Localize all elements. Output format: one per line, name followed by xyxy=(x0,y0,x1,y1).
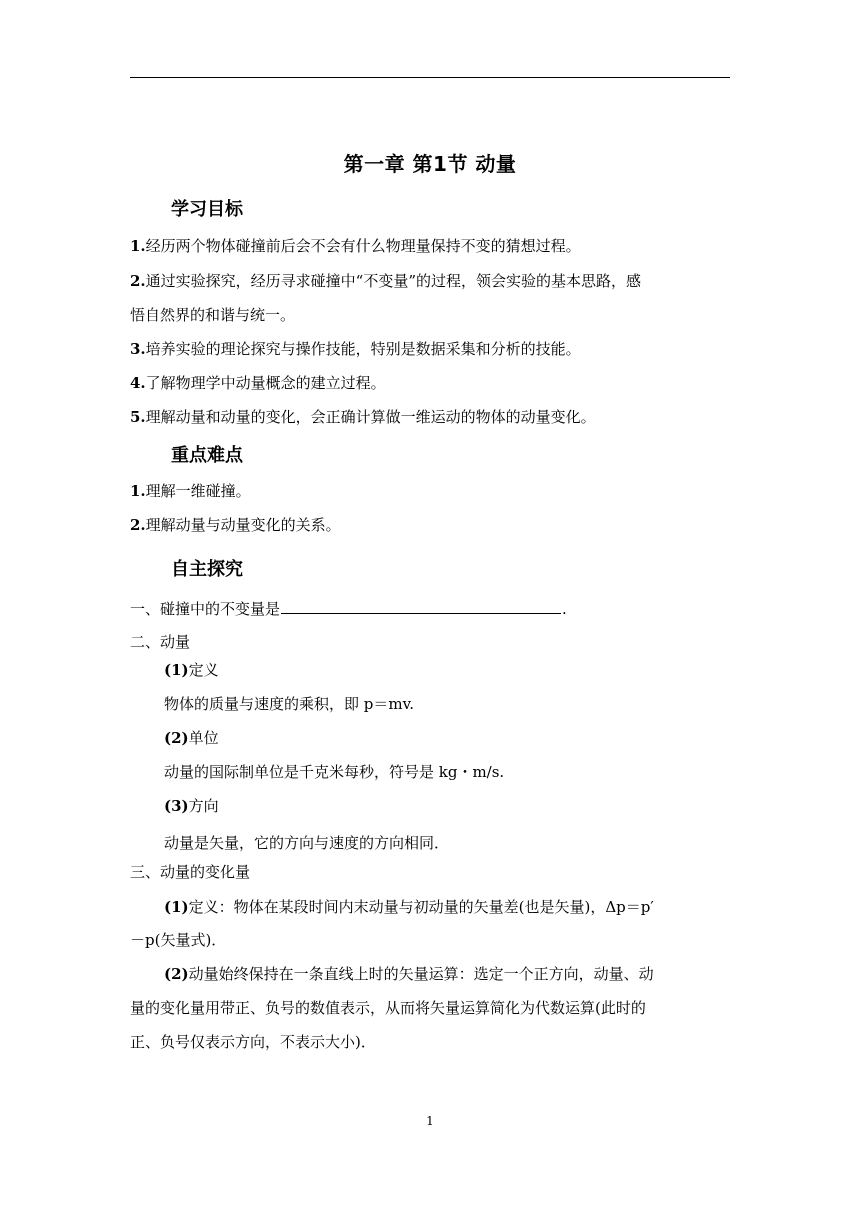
vector-operation-line: 量的变化量用带正、负号的数值表示，从而将矢量运算简化为代数运算(此时的 xyxy=(130,999,646,1017)
direction-text: 动量是矢量，它的方向与速度的方向相同． xyxy=(164,834,450,852)
unit-text: 动量的国际制单位是千克米每秒，符号是 kg・m/s. xyxy=(164,763,505,781)
header-rule xyxy=(130,77,730,78)
fill-in-blank[interactable] xyxy=(281,599,561,614)
paragraph-label: (1) xyxy=(164,898,189,916)
key-point-item xyxy=(130,480,251,501)
goal-text: 培养实验的理论探究与操作技能，特别是数据采集和分析的技能。 xyxy=(145,340,581,358)
paragraph-text: 定义：物体在某段时间内末动量与初动量的矢量差(也是矢量)，Δp＝p′ xyxy=(188,898,654,916)
change-definition-line: －p(矢量式)． xyxy=(130,931,227,949)
goal-num: 1. xyxy=(130,237,146,255)
vector-operation-line: 正、负号仅表示方向，不表示大小)． xyxy=(130,1033,376,1051)
goal-num: 3. xyxy=(130,340,146,358)
key-point-text: 理解一维碰撞。 xyxy=(145,482,251,500)
goal-text: 理解动量和动量的变化，会正确计算做一维运动的物体的动量变化。 xyxy=(145,408,596,426)
key-point-text: 理解动量与动量变化的关系。 xyxy=(145,516,341,534)
key-points-heading: 重点难点 xyxy=(171,445,243,466)
definition-text: 物体的质量与速度的乘积，即 p＝mv. xyxy=(164,695,415,713)
goal-text: 经历两个物体碰撞前后会不会有什么物理量保持不变的猜想过程。 xyxy=(145,237,581,255)
definition-subtitle xyxy=(164,659,219,680)
unit-subtitle xyxy=(164,727,219,748)
goal-item-continuation xyxy=(130,304,295,325)
goal-item xyxy=(130,372,386,393)
vector-operation-line xyxy=(164,963,654,984)
goal-text: 通过实验探究，经历寻求碰撞中“不变量”的过程，领会实验的基本思路，感 xyxy=(145,272,642,290)
goal-text: 悟自然界的和谐与统一。 xyxy=(130,306,296,324)
section-3-title: 三、动量的变化量 xyxy=(130,863,251,881)
direction-subtitle xyxy=(164,795,219,816)
goal-num: 4. xyxy=(130,374,146,392)
paragraph-label: (2) xyxy=(164,965,189,983)
section-1-suffix: . xyxy=(562,600,567,618)
goal-num: 5. xyxy=(130,408,146,426)
page-number: 1 xyxy=(426,1114,434,1128)
paragraph-text: 动量始终保持在一条直线上时的矢量运算：选定一个正方向，动量、动 xyxy=(188,965,654,983)
change-definition-line xyxy=(164,896,654,917)
key-point-num: 1. xyxy=(130,482,146,500)
goal-item xyxy=(130,406,596,427)
subtitle-text: 单位 xyxy=(188,729,219,747)
subtitle-text: 定义 xyxy=(188,661,219,679)
page-title: 第一章 第1节 动量 xyxy=(343,152,517,176)
subtitle-label: (1) xyxy=(164,661,189,679)
key-point-num: 2. xyxy=(130,516,146,534)
subtitle-text: 方向 xyxy=(188,797,219,815)
section-2-title: 二、动量 xyxy=(130,633,191,651)
self-study-heading: 自主探究 xyxy=(171,559,243,580)
key-point-item xyxy=(130,514,341,535)
section-1-line xyxy=(130,598,567,619)
subtitle-label: (2) xyxy=(164,729,189,747)
goal-item xyxy=(130,235,581,256)
goal-item xyxy=(130,338,581,359)
section-1-prefix: 一、碰撞中的不变量是 xyxy=(130,600,281,618)
goal-text: 了解物理学中动量概念的建立过程。 xyxy=(145,374,386,392)
goal-num: 2. xyxy=(130,272,146,290)
goals-heading: 学习目标 xyxy=(171,199,243,220)
goal-item xyxy=(130,270,641,291)
subtitle-label: (3) xyxy=(164,797,189,815)
